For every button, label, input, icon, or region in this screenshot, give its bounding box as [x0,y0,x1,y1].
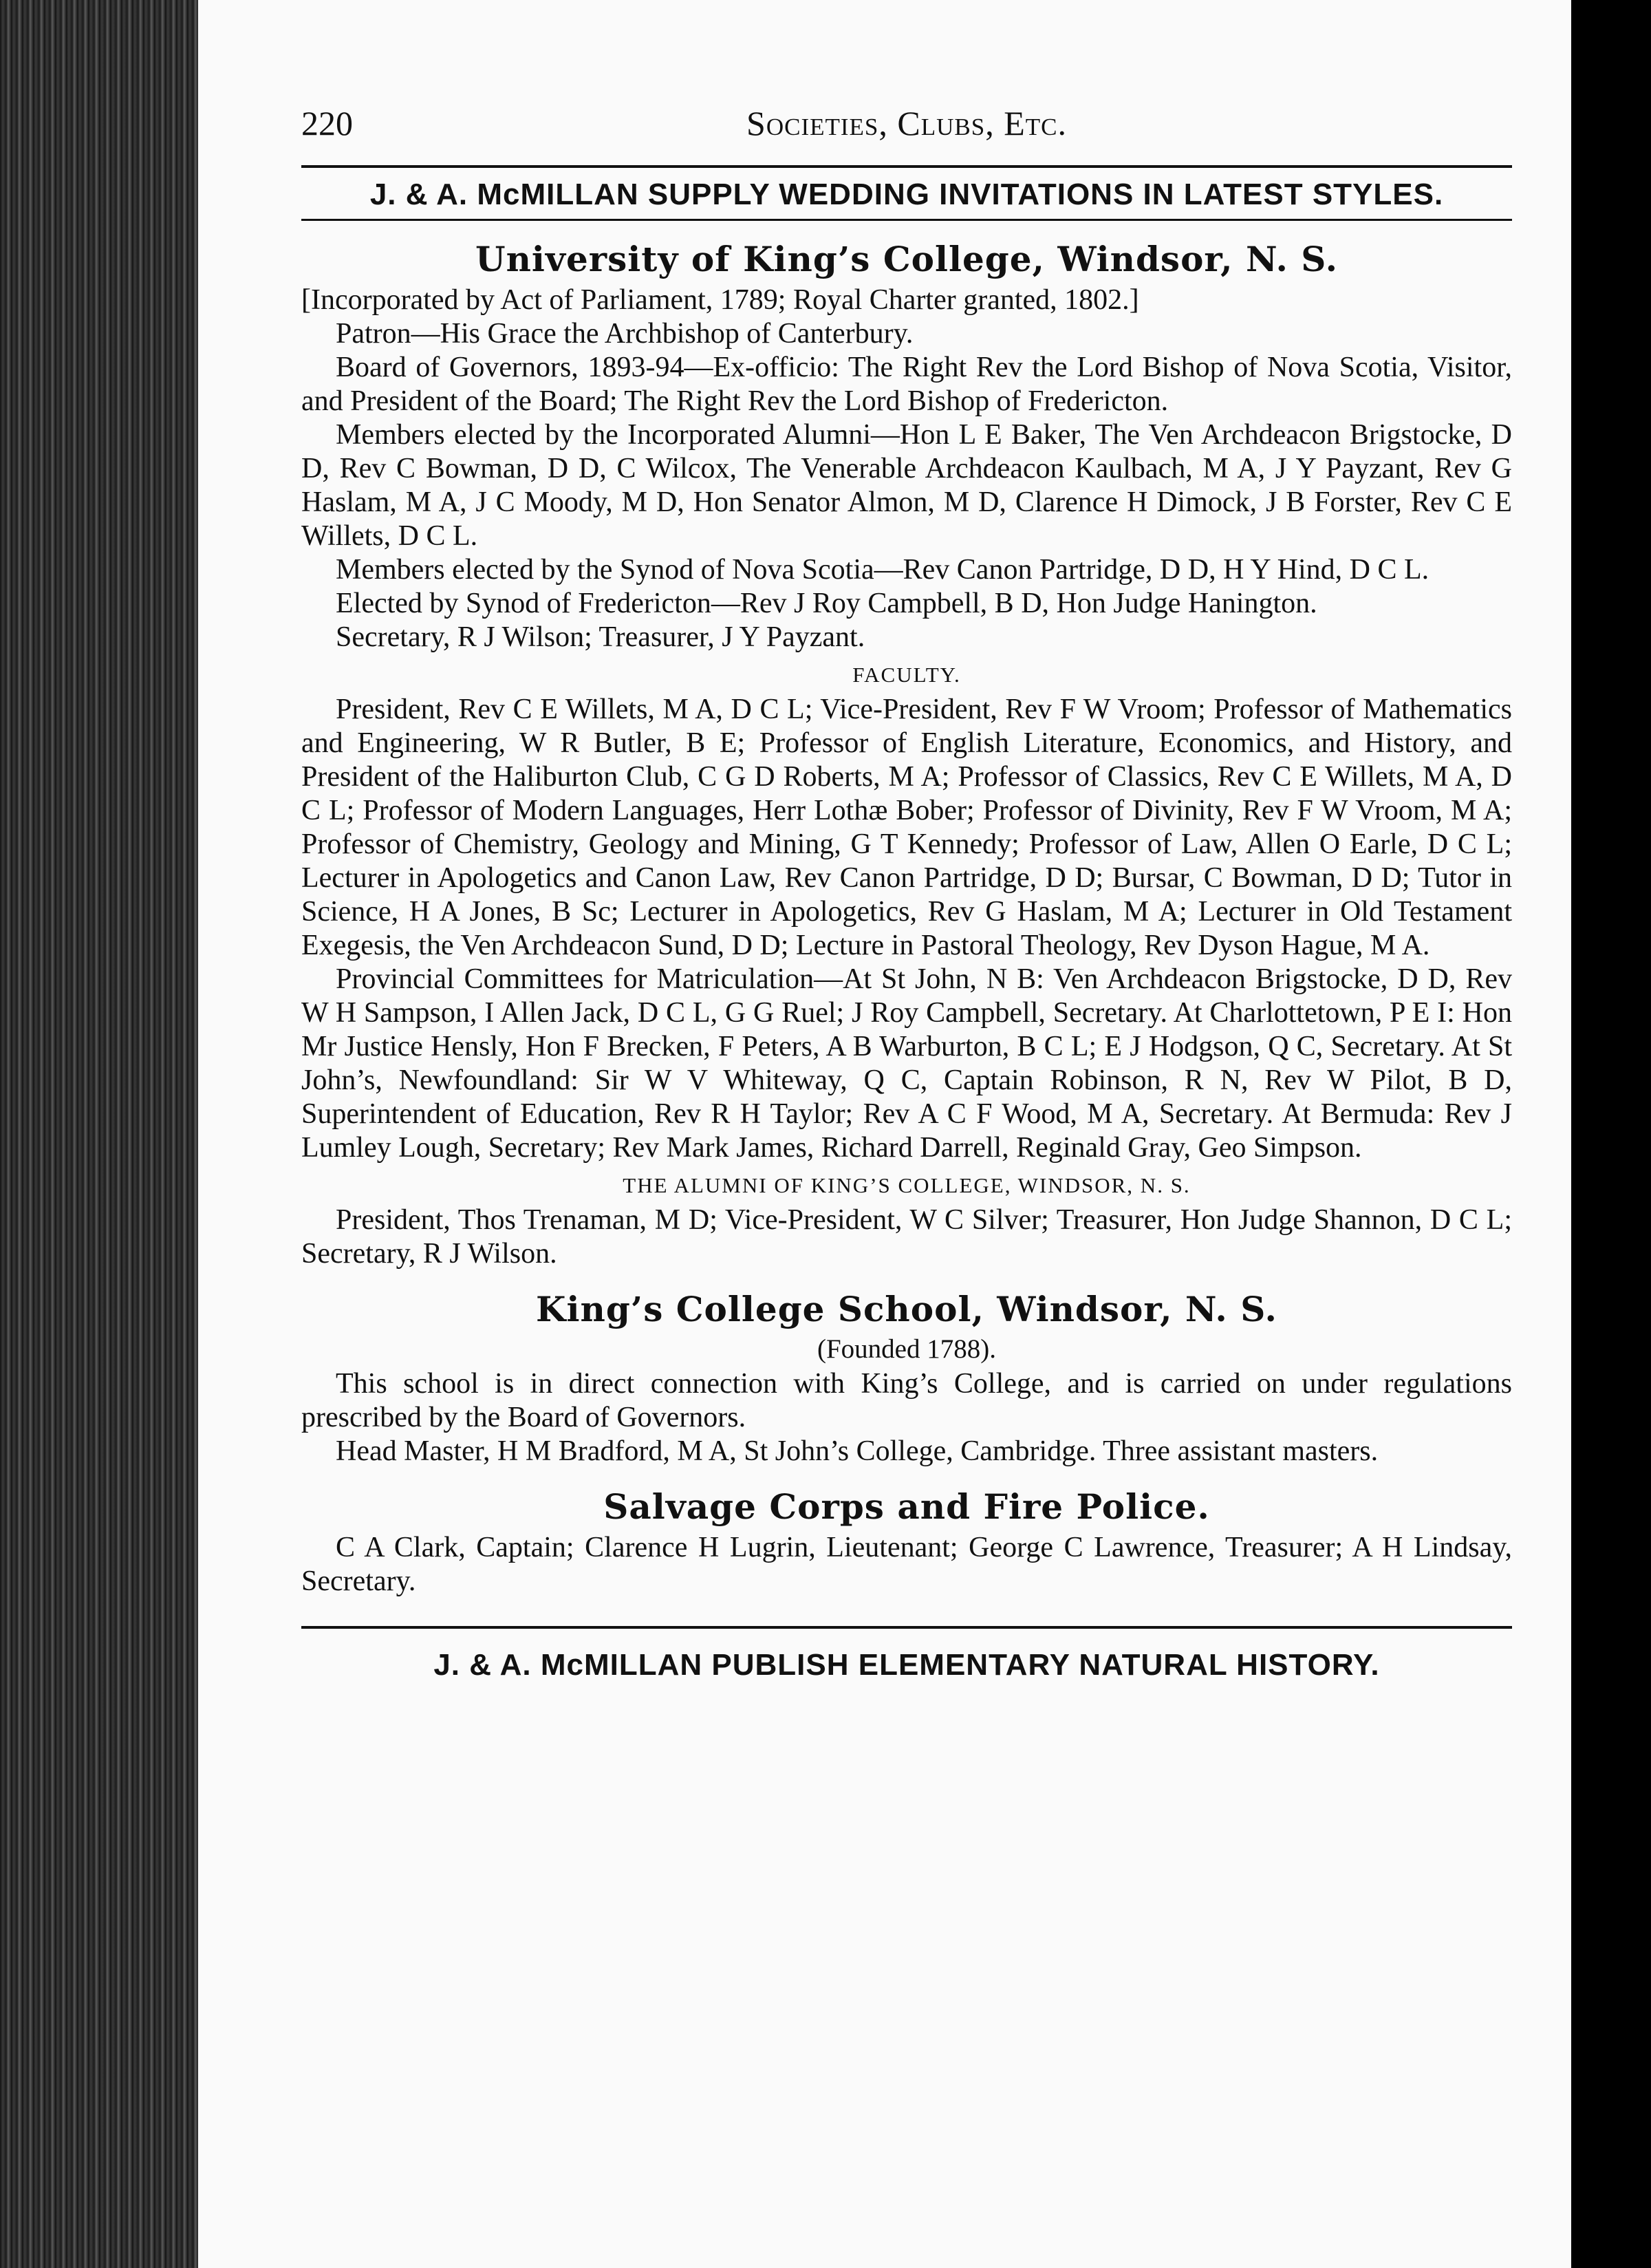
top-advertisement [301,165,1512,221]
running-title: Societies, Clubs, Etc. [746,104,1067,142]
book-page-edges [0,0,206,2268]
incorporation-note: [Incorporated by Act of Parliament, 1789; Royal Charter granted, 1802.] [301,284,1139,316]
secretary-treasurer: Secretary, R J Wilson; Treasurer, J Y Payzant. [336,621,865,653]
salvage-corps-title: Salvage Corps and Fire Police. [603,1486,1210,1527]
school-title: King’s College School, Windsor, N. S. [536,1289,1277,1329]
page-content [301,89,1512,1682]
patron: Patron—His Grace the Archbishop of Canterbury. [336,318,914,350]
kings-college-title: University of King’s College, Windsor, N. S. [475,239,1339,279]
faculty-list: President, Rev C E Willets, M A, D C L; Vice-President, Rev F W Vroom; Professor of Mathematics and Engineering, W R Butler, B E; Professor of English Literature, Economics, and History, and President of the Haliburton Club, C G D Roberts, M A; Professor of Classics, Rev C E Willets, M A, D C L; Professor of Modern Languages, Herr Lothæ Bober; Professor of Divinity, Rev F W Vroom, M A; Professor of Chemistry, Geology and Mining, G T Kennedy; Professor of Law, Allen O Earle, D C L; Lecturer in Apologetics and Canon Law, Rev Canon Partridge, D D; Bursar, C Bowman, D D; Tutor in Science, H A Jones, B Sc; Lecturer in Apologetics, Rev G Haslam, M A; Lecturer in Old Testament Exegesis, the Ven Archdeacon Sund, D D; Lecture in Pastoral Theology, Rev Dyson Hague, M A. [301,694,1512,961]
page-header [301,89,1512,158]
bottom-ad-text: J. & A. McMILLAN PUBLISH ELEMENTARY NATURAL HISTORY. [433,1648,1380,1682]
faculty-heading: FACULTY. [852,663,961,687]
book-page [198,0,1571,2268]
alumni-heading: THE ALUMNI OF KING’S COLLEGE, WINDSOR, N. S. [623,1173,1191,1197]
bottom-advertisement [301,1626,1512,1682]
synod-nova-scotia: Members elected by the Synod of Nova Scotia—Rev Canon Partridge, D D, H Y Hind, D C L. [336,554,1429,586]
school-description: This school is in direct connection with King’s College, and is carried on under regulations prescribed by the Board of Governors. [301,1368,1512,1433]
matriculation-committees: Provincial Committees for Matriculation—At St John, N B: Ven Archdeacon Brigstocke, D D, Rev W H Sampson, I Allen Jack, D C L, G G Ruel; J Roy Campbell, Secretary. At Charlottetown, P E I: Hon Mr Justice Hensly, Hon F Brecken, F Peters, A B Warburton, B C L; E J Hodgson, Q C, Secretary. At St John’s, Newfoundland: Sir W V Whiteway, Q C, Captain Robinson, R N, Rev W Pilot, B D, Superintendent of Education, Rev R H Taylor; Rev A C F Wood, M A, Secretary. At Bermuda: Rev J Lumley Lough, Secretary; Rev Mark James, Richard Darrell, Reginald Gray, Geo Simpson. [301,963,1512,1164]
alumni-officers: President, Thos Trenaman, M D; Vice-President, W C Silver; Treasurer, Hon Judge Shannon, D C L; Secretary, R J Wilson. [301,1204,1512,1270]
synod-fredericton: Elected by Synod of Fredericton—Rev J Roy Campbell, B D, Hon Judge Hanington. [336,588,1317,619]
salvage-corps-officers: C A Clark, Captain; Clarence H Lugrin, Lieutenant; George C Lawrence, Treasurer; A H Lindsay, Secretary. [301,1532,1512,1597]
school-head-master: Head Master, H M Bradford, M A, St John’s College, Cambridge. Three assistant masters. [336,1435,1379,1467]
top-ad-text: J. & A. McMILLAN SUPPLY WEDDING INVITATIONS IN LATEST STYLES. [369,178,1444,211]
board-of-governors: Board of Governors, 1893-94—Ex-officio: The Right Rev the Lord Bishop of Nova Scotia, Visitor, and President of the Board; The Right Rev the Lord Bishop of Fredericton. [301,352,1512,417]
school-founded: (Founded 1788). [817,1334,996,1364]
page-number: 220 [301,104,353,142]
alumni-members: Members elected by the Incorporated Alumni—Hon L E Baker, The Ven Archdeacon Brigstocke, D D, Rev C Bowman, D D, C Wilcox, The Venerable Archdeacon Kaulbach, M A, J Y Payzant, Rev G Haslam, M A, J C Moody, M D, Hon Senator Almon, M D, Clarence H Dimock, J B Forster, Rev C E Willets, D C L. [301,419,1512,552]
